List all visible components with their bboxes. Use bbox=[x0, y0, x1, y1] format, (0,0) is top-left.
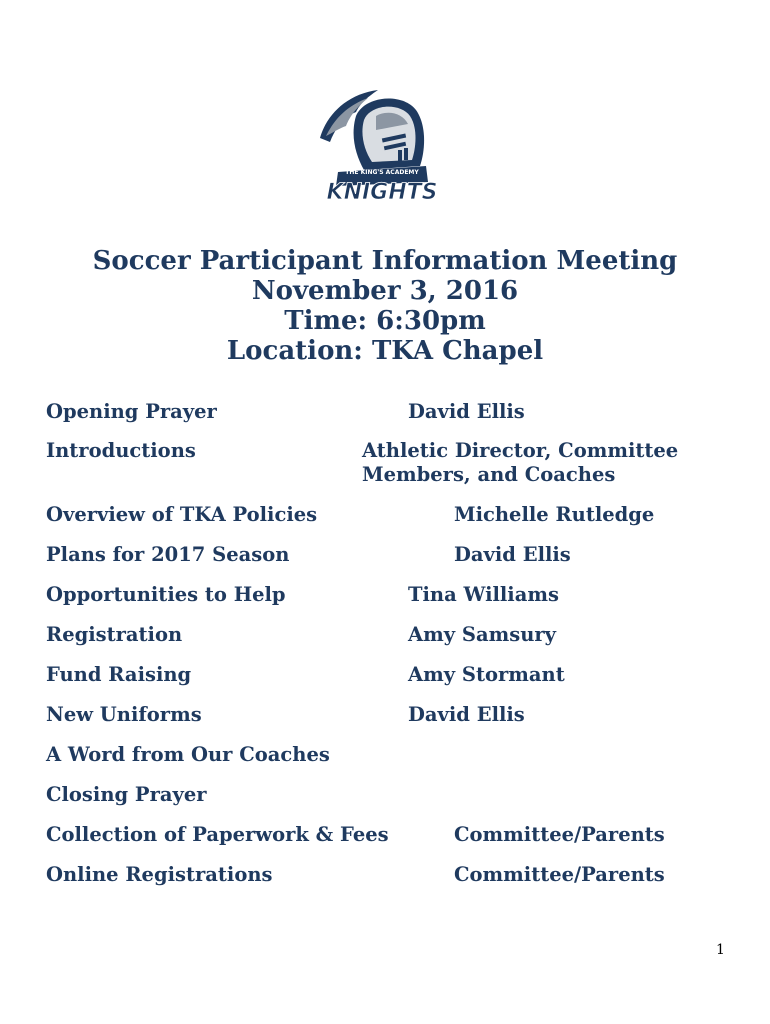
agenda-item: Plans for 2017 Season bbox=[46, 543, 290, 566]
agenda-presenter: Amy Samsury bbox=[408, 623, 556, 646]
page-number: 1 bbox=[716, 942, 725, 958]
agenda-presenter: Tina Williams bbox=[408, 583, 559, 606]
meeting-location: Location: TKA Chapel bbox=[226, 336, 544, 366]
agenda-item: Online Registrations bbox=[46, 863, 273, 886]
agenda-item: A Word from Our Coaches bbox=[46, 743, 330, 766]
agenda-item: Overview of TKA Policies bbox=[46, 503, 318, 526]
agenda-presenter: David Ellis bbox=[408, 400, 525, 423]
meeting-date: November 3, 2016 bbox=[251, 276, 519, 306]
agenda-item: New Uniforms bbox=[46, 703, 202, 726]
agenda-presenter: David Ellis bbox=[454, 543, 571, 566]
agenda-item: Introductions bbox=[46, 439, 196, 462]
agenda-presenter: Michelle Rutledge bbox=[454, 503, 655, 526]
agenda-presenter: Committee/Parents bbox=[454, 863, 665, 886]
agenda-item: Opening Prayer bbox=[46, 400, 217, 423]
agenda-presenter-line1: Athletic Director, Committee bbox=[362, 439, 679, 462]
agenda-item: Opportunities to Help bbox=[46, 583, 286, 606]
meeting-title: Soccer Participant Information Meeting bbox=[92, 246, 678, 276]
agenda-presenter: Amy Stormant bbox=[408, 663, 565, 686]
agenda-item: Fund Raising bbox=[46, 663, 192, 686]
agenda-presenter: Committee/Parents bbox=[454, 823, 665, 846]
agenda-item: Collection of Paperwork & Fees bbox=[46, 823, 389, 846]
agenda-presenter: David Ellis bbox=[408, 703, 525, 726]
agenda-presenter-line2: Members, and Coaches bbox=[362, 463, 616, 486]
agenda-item: Closing Prayer bbox=[46, 783, 207, 806]
agenda-item: Registration bbox=[46, 623, 183, 646]
meeting-time: Time: 6:30pm bbox=[284, 306, 486, 336]
logo-top-text: THE KING'S ACADEMY bbox=[345, 169, 419, 176]
logo-word: KNIGHTS bbox=[326, 180, 438, 204]
